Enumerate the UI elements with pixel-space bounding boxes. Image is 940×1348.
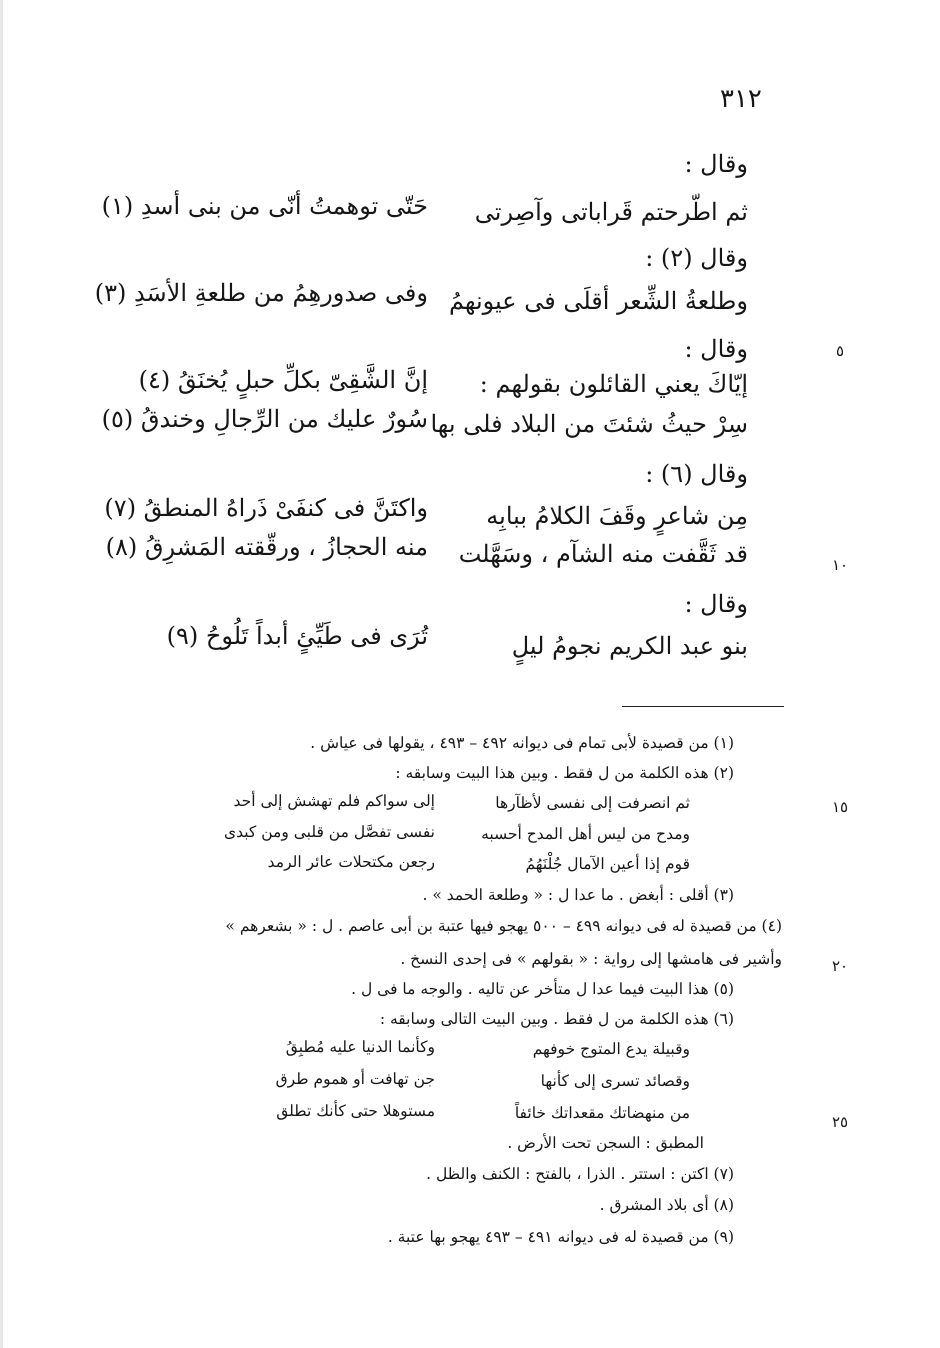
verse-second-hemistich: حَتّى توهمتُ أنّى من بنى أسدِ (١) [101, 192, 428, 220]
verse-first-hemistich: سِرْ حيثُ شئتَ من البلاد فلى بها [430, 410, 748, 438]
poem-intro: وقال (٢) : [645, 244, 748, 272]
footnote-continuation: وأشير فى هامشها إلى رواية : « بقولهم » فى إحدى النسخ . [400, 950, 782, 968]
verse-second-hemistich: سُورٌ عليك من الرِّجالِ وخندقُ (٥) [101, 405, 428, 433]
verse-second-hemistich: إنَّ الشَّقِىّ بكلِّ حبلٍ يُخنَقُ (٤) [138, 366, 428, 394]
footnote-verse-first: قوم إذا أعين الآمال جُلْنَهُمُ [525, 855, 690, 873]
margin-line-number: ٢٠ [831, 957, 849, 975]
poem-intro: وقال : [684, 590, 748, 618]
page-number: ٣١٢ [720, 84, 762, 114]
margin-line-number: ١٠ [831, 556, 849, 574]
footnote-verse-second: رجعن مكتحلات عائر الرمد [267, 853, 435, 871]
footnote: (٢) هذه الكلمة من ل فقط . وبين هذا البيت وسابقه : [395, 764, 734, 782]
footnote-verse-first: وقصائد تسرى إلى كأنها [540, 1072, 690, 1090]
verse-first-hemistich: مِن شاعرٍ وقَفَ الكلامُ ببابِه [486, 502, 748, 530]
footnote: (٥) هذا البيت فيما عدا ل متأخر عن تاليه . والوجه ما فى ل . [351, 980, 734, 998]
footnote: (٣) أقلى : أبغض . ما عدا ل : « وطلعة الحمد » . [422, 886, 734, 904]
footnote: (٦) هذه الكلمة من ل فقط . وبين البيت التالى وسابقه : [379, 1010, 734, 1028]
verse-second-hemistich: وفى صدورهِمُ من طلعةِ الأسَدِ (٣) [94, 279, 428, 307]
margin-line-number: ٥ [835, 342, 845, 360]
footnote: (٨) أى بلاد المشرق . [599, 1196, 734, 1214]
verse-second-hemistich: تُرَى فى طَيِّئٍ أبداً تَلُوحُ (٩) [166, 622, 428, 650]
footnote-separator [622, 706, 784, 707]
footnote: (٧) اكتن : استتر . الذرا ، بالفتح : الكنف والظل . [426, 1165, 734, 1183]
footnote: (٤) من قصيدة له فى ديوانه ٤٩٩ – ٥٠٠ يهجو فيها عتبة بن أبى عاصم . ل : « بشعرهم » [225, 917, 782, 935]
footnote-verse-first: من منهضاتك مقعداتك خائفاً [514, 1104, 690, 1122]
margin-line-number: ٢٥ [831, 1113, 849, 1131]
footnote: (١) من قصيدة لأبى تمام فى ديوانه ٤٩٢ – ٤٩٣ ، يقولها فى عياش . [310, 734, 734, 752]
poem-intro: وقال (٦) : [645, 460, 748, 488]
margin-line-number: ١٥ [831, 798, 849, 816]
footnote-verse-first: ثم انصرفت إلى نفسى لأظآرها [495, 794, 690, 812]
verse-second-hemistich: منه الحجازُ ، ورقّقته المَشرِقُ (٨) [105, 533, 428, 561]
poem-intro: وقال : [684, 335, 748, 363]
footnote-verse-second: جن تهافت أو هموم طرق [275, 1070, 435, 1088]
footnote-verse-second: مستوهلا حتى كأنك تطلق [276, 1102, 435, 1120]
scan-edge [0, 0, 3, 1348]
footnote-verse-second: إلى سواكم فلم تهشش إلى أحد [233, 792, 435, 810]
verse-second-hemistich: واكتَنَّ فى كنفَىْ ذَراهُ المنطقُ (٧) [104, 494, 428, 522]
verse-first-hemistich: ثم اطّرحتم قَراباتى وآصِرتى [474, 198, 748, 226]
verse-first-hemistich: وطلعةُ الشِّعر أقلَى فى عيونهمُ [448, 287, 748, 315]
footnote-verse-second: وكأنما الدنيا عليه مُطبِقُ [285, 1038, 435, 1056]
footnote-verse-first: ومدح من ليس أهل المدح أحسبه [481, 825, 690, 843]
footnote-verse-second: نفسى تفصَّل من قلبى ومن كبدى [223, 823, 435, 841]
verse-first-hemistich: قد ثَقَّفت منه الشآم ، وسَهَّلت [458, 540, 748, 568]
poem-intro: وقال : [684, 150, 748, 178]
footnote-continuation: المطبق : السجن تحت الأرض . [507, 1134, 704, 1152]
footnote: (٩) من قصيدة له فى ديوانه ٤٩١ – ٤٩٣ يهجو بها عتبة . [387, 1228, 734, 1246]
verse-first-hemistich: بنو عبد الكريم نجومُ ليلٍ [511, 632, 748, 660]
verse-first-hemistich: إيّاكَ يعني القائلون بقولهم : [479, 370, 748, 398]
footnote-verse-first: وقبيلة يدع المتوج خوفهم [532, 1040, 690, 1058]
